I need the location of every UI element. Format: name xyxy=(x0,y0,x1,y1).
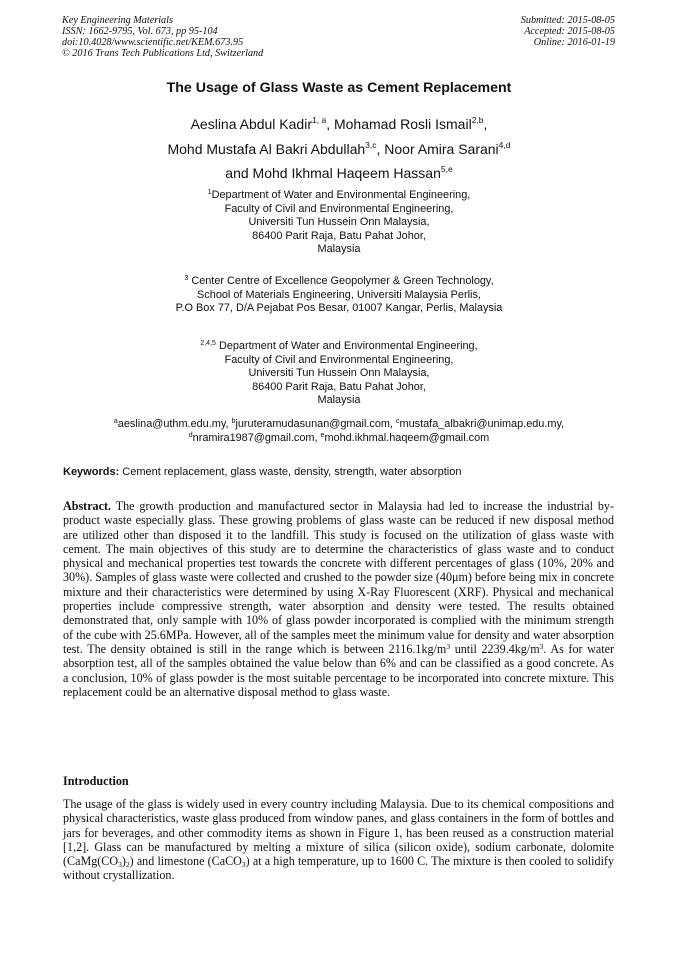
introduction-heading: Introduction xyxy=(63,774,129,788)
affiliation-sup: 1 xyxy=(207,189,212,196)
online-date: Online: 2016-01-19 xyxy=(533,37,615,48)
accepted-date: Accepted: 2015-08-05 xyxy=(524,26,615,37)
email-sup: c xyxy=(396,418,400,425)
email-sup: a xyxy=(113,418,118,425)
author-separator: , xyxy=(483,116,488,132)
author-name: Mohd Mustafa Al Bakri Abdullah xyxy=(167,140,366,157)
abstract-label: Abstract. xyxy=(63,499,112,513)
keywords xyxy=(63,466,461,478)
email-sup: b xyxy=(231,418,236,425)
email-link[interactable]: mohd.ikhmal.haqeem@gmail.com xyxy=(324,431,490,444)
journal-doi[interactable]: doi:10.4028/www.scientific.net/KEM.673.95 xyxy=(62,37,244,48)
author-sup: 5,e xyxy=(440,164,453,174)
author-name: Mohd Ikhmal Haqeem Hassan xyxy=(252,165,441,181)
abstract-sup: 3 xyxy=(539,641,544,651)
affiliation-line: Faculty of Civil and Environmental Engineering, xyxy=(224,202,454,215)
email-list xyxy=(0,418,678,445)
affiliation-2 xyxy=(0,275,678,316)
journal-name: Key Engineering Materials xyxy=(62,15,173,26)
journal-info xyxy=(62,15,263,59)
intro-sub: 3 xyxy=(118,860,122,870)
affiliation-sup: 2,4,5 xyxy=(200,340,216,347)
affiliation-line xyxy=(0,340,678,354)
affiliation-3 xyxy=(0,340,678,408)
affiliation-sup: 3 xyxy=(184,275,189,282)
intro-sub: 2 xyxy=(125,860,130,870)
intro-text: ) xyxy=(121,854,126,869)
author-sup: 1, a xyxy=(312,115,327,125)
author-sup: 2,b xyxy=(471,115,484,125)
abstract-text: . As for water absorption test, all of the samples obtained the value below than 6% and can be classified as a good concrete. As a conclusion, 10% of glass powder is the most suitable percentage to be incorporated into concrete mixture. This replacement could be an alternative disposal method to glass waste. xyxy=(63,641,615,699)
author-sup: 4,d xyxy=(498,139,511,150)
journal-issn: ISSN: 1662-9795, Vol. 673, pp 95-104 xyxy=(62,26,218,37)
abstract xyxy=(63,499,614,699)
email-line-2 xyxy=(0,432,678,446)
intro-sub: 3 xyxy=(241,860,246,870)
author-line-1 xyxy=(0,112,678,137)
paper-title: The Usage of Glass Waste as Cement Replacement xyxy=(166,80,512,96)
abstract-text: until 2239.4kg/m xyxy=(450,641,540,656)
affiliation-line xyxy=(0,189,678,203)
introduction-body xyxy=(63,797,614,883)
author-line-2 xyxy=(0,137,678,162)
affiliation-line: Malaysia xyxy=(317,394,361,406)
author-conjunction: and xyxy=(225,165,253,181)
email-link[interactable]: juruteramudasunan@gmail.com, xyxy=(235,418,397,430)
author-line-3 xyxy=(0,161,678,186)
affiliation-line: Faculty of Civil and Environmental Engineering, xyxy=(224,353,454,366)
affiliation-line: Universiti Tun Hussein Onn Malaysia, xyxy=(248,216,430,228)
author-list xyxy=(0,112,678,186)
submitted-date: Submitted: 2015-08-05 xyxy=(520,15,615,26)
author-name: Aeslina Abdul Kadir xyxy=(190,116,312,132)
email-line-1 xyxy=(0,418,678,432)
intro-text: The usage of the glass is widely used in every country including Malaysia. Due to its chemical compositions and physical characteristics, waste glass produced from window panes, and glass containers in the form of bottles and jars for beverages, and other commodity items as shown in Figure 1, has been reused as a construction material [1,2]. Glass can be manufactured by melting a mixture of silica (silicon oxide), sodium carbonate, dolomite (CaMg(CO xyxy=(63,797,614,869)
intro-text: ) at a high temperature, up to 1600 C. The mixture is then cooled to solidify without crystallization. xyxy=(63,854,614,883)
affiliation-line xyxy=(0,275,678,289)
keywords-text: Cement replacement, glass waste, density, strength, water absorption xyxy=(119,466,462,478)
affiliation-line: School of Materials Engineering, Universiti Malaysia Perlis, xyxy=(197,288,481,301)
affiliation-line: Malaysia xyxy=(317,243,361,255)
author-name: Mohamad Rosli Ismail xyxy=(333,116,472,132)
email-sup: d xyxy=(188,431,193,439)
journal-copyright: © 2016 Trans Tech Publications Ltd, Switzerland xyxy=(62,48,264,59)
email-link[interactable]: aeslina@uthm.edu.my, xyxy=(117,418,232,430)
affiliation-line: Universiti Tun Hussein Onn Malaysia, xyxy=(248,367,430,379)
author-sup: 3,c xyxy=(365,139,377,150)
intro-text: ) and limestone (CaCO xyxy=(129,854,242,869)
abstract-sup: 3 xyxy=(446,641,451,651)
affiliation-1 xyxy=(0,189,678,257)
keywords-label: Keywords: xyxy=(63,466,120,478)
email-link[interactable]: nramira1987@gmail.com, xyxy=(192,431,321,444)
affiliation-text: Department of Water and Environmental Engineering, xyxy=(215,340,478,352)
email-link[interactable]: mustafa_albakri@unimap.edu.my, xyxy=(399,418,565,430)
email-sup: e xyxy=(320,431,325,439)
affiliation-text: Department of Water and Environmental Engineering, xyxy=(211,189,471,201)
affiliation-text: Center Centre of Excellence Geopolymer & Green Technology, xyxy=(188,275,494,287)
author-separator: , xyxy=(376,140,385,157)
author-name: Noor Amira Sarani xyxy=(384,140,499,157)
submission-dates xyxy=(521,15,615,48)
author-separator: , xyxy=(326,116,334,132)
affiliation-line: 86400 Parit Raja, Batu Pahat Johor, xyxy=(252,380,426,393)
affiliation-line: 86400 Parit Raja, Batu Pahat Johor, xyxy=(252,229,426,242)
abstract-text: The growth production and manufactured sector in Malaysia had led to increase the industrial by-product waste especially glass. These growing problems of glass waste can be reduced if new disposal method are utilized other than disposed it to the landfill. This study is focused on the utilization of glass waste with cement. The main objectives of this study are to determine the characteristics of glass waste and to conduct physical and mechanical properties test towards the concrete with different percentages of glass (10%, 20% and 30%). Samples of glass waste were collected and crushed to the powder size (40μm) before being mix in concrete mixture and their characteristics were determined by using X-Ray Fluorescent (XRF). Physical and mechanical properties include compressive strength, water absorption and density were tested. The results obtained demonstrated that, only sample with 10% of glass powder incorporated is complied with the minimum strength of the cube with 25.6MPa. However, all of the samples meet the minimum value for density and water absorption test. The density obtained is still in the range which is between 2116.1kg/m xyxy=(63,499,614,656)
affiliation-line: P.O Box 77, D/A Pejabat Pos Besar, 01007 Kangar, Perlis, Malaysia xyxy=(175,302,503,314)
